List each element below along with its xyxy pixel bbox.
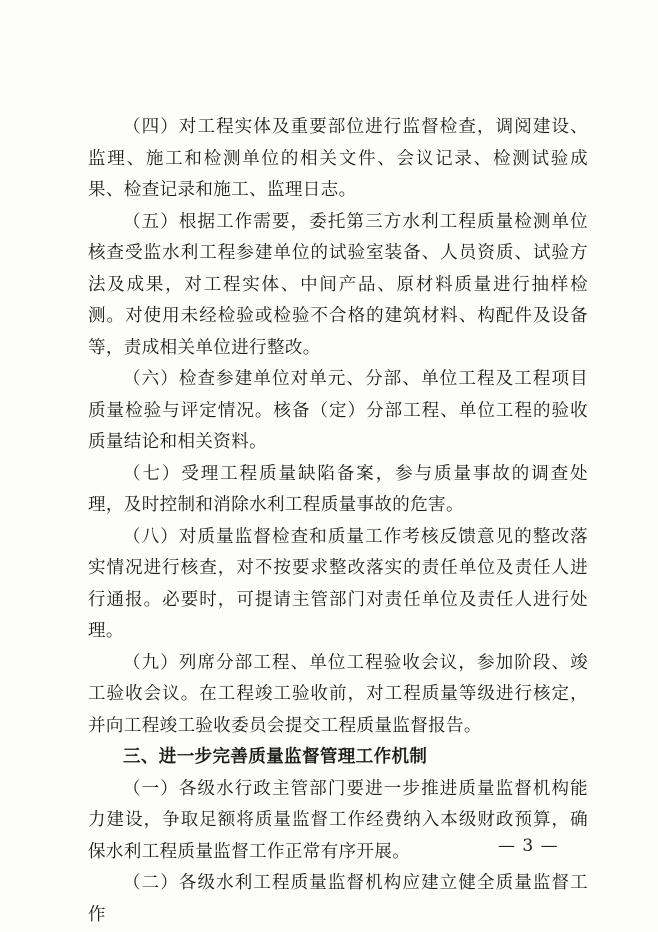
paragraph-item-4: （四）对工程实体及重要部位进行监督检查，调阅建设、监理、施工和检测单位的相关文件、会议记录、检测试验成果、检查记录和施工、监理日志。 [88, 117, 588, 200]
paragraph-item-5: （五）根据工作需要，委托第三方水利工程质量检测单位核查受监水利工程参建单位的试验室装备、人员资质、试验方法及成果，对工程实体、中间产品、原材料质量进行抽样检测。对使用未经检验或检验不合格的建筑材料、构配件及设备等，责成相关单位进行整改。 [88, 211, 588, 358]
section-paragraph-1: （一）各级水行政主管部门要进一步推进质量监督机构能力建设，争取足额将质量监督工作经费纳入本级财政预算，确保水利工程质量监督工作正常有序开展。 [88, 778, 588, 862]
page-number: — 3 — [498, 836, 559, 856]
document-body [88, 112, 588, 931]
paragraph-item-9: （九）列席分部工程、单位工程验收会议，参加阶段、竣工验收会议。在工程竣工验收前，对工程质量等级进行核定，并向工程竣工验收委员会提交工程质量监督报告。 [88, 652, 588, 736]
paragraph-item-7: （七）受理工程质量缺陷备案，参与质量事故的调查处理，及时控制和消除水利工程质量事故的危害。 [88, 463, 588, 515]
paragraph-item-8: （八）对质量监督检查和质量工作考核反馈意见的整改落实情况进行核查，对不按要求整改落实的责任单位及责任人进行通报。必要时，可提请主管部门对责任单位及责任人进行处理。 [88, 526, 588, 641]
section-heading: 三、进一步完善质量监督管理工作机制 [123, 747, 428, 767]
paragraph-item-6: （六）检查参建单位对单元、分部、单位工程及工程项目质量检验与评定情况。核备（定）分部工程、单位工程的验收质量结论和相关资料。 [88, 369, 588, 452]
section-paragraph-2: （二）各级水利工程质量监督机构应建立健全质量监督工作 [88, 873, 588, 925]
